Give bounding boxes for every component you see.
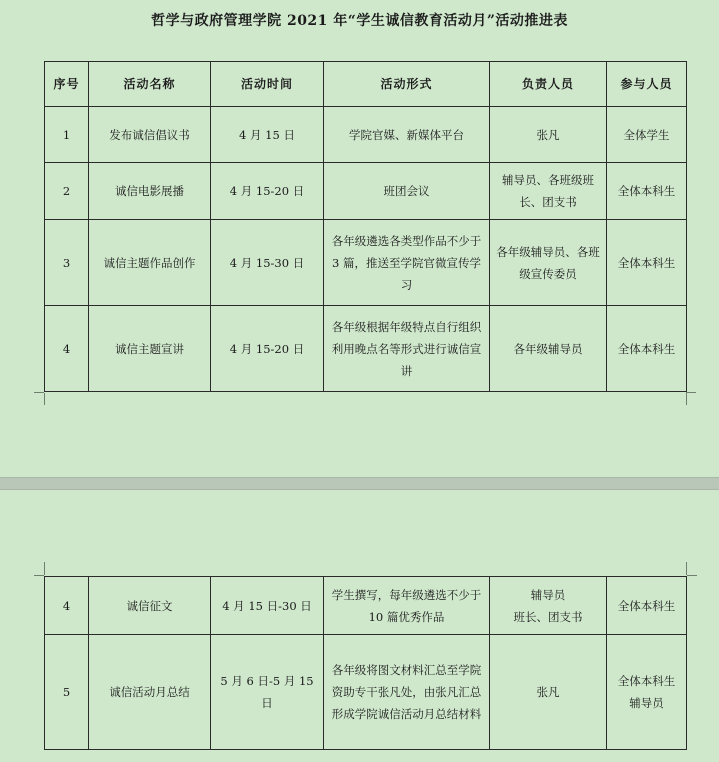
table-row <box>45 107 687 163</box>
header-no: 序号 <box>45 62 89 107</box>
crop-mark <box>686 562 687 575</box>
table-header-row <box>45 62 687 107</box>
cell-name: 诚信征文 <box>89 577 211 635</box>
crop-mark <box>44 393 45 405</box>
cell-lead: 辅导员、各班级班长、团支书 <box>490 163 607 220</box>
crop-mark <box>44 562 45 575</box>
cell-form: 各年级根据年级特点自行组织利用晚点名等形式进行诚信宣讲 <box>324 306 490 392</box>
page-separator <box>0 477 719 490</box>
crop-mark <box>686 392 696 393</box>
cell-name: 诚信主题宣讲 <box>89 306 211 392</box>
header-activity-time: 活动时间 <box>211 62 324 107</box>
table-row <box>45 163 687 220</box>
cell-name: 诚信电影展播 <box>89 163 211 220</box>
cell-participants: 全体学生 <box>607 107 687 163</box>
cell-no: 4 <box>45 577 89 635</box>
cell-time: 4 月 15-20 日 <box>211 163 324 220</box>
table-row <box>45 577 687 635</box>
table-row <box>45 220 687 306</box>
crop-mark <box>686 393 687 405</box>
cell-lead-line: 班长、团支书 <box>513 609 583 624</box>
cell-no: 2 <box>45 163 89 220</box>
cell-participants <box>607 635 687 750</box>
cell-lead <box>490 577 607 635</box>
cell-time: 5 月 6 日-5 月 15 日 <box>211 635 324 750</box>
cell-form: 班团会议 <box>324 163 490 220</box>
cell-form: 学院官媒、新媒体平台 <box>324 107 490 163</box>
header-participants: 参与人员 <box>607 62 687 107</box>
cell-time: 4 月 15 日-30 日 <box>211 577 324 635</box>
cell-name: 发布诚信倡议书 <box>89 107 211 163</box>
cell-participants: 全体本科生 <box>607 220 687 306</box>
cell-lead: 张凡 <box>490 107 607 163</box>
cell-participants-line: 全体本科生 <box>617 598 676 613</box>
cell-lead-line: 张凡 <box>536 685 560 699</box>
cell-participants <box>607 577 687 635</box>
document-title: 哲学与政府管理学院 2021 年“学生诚信教育活动月”活动推进表 <box>151 13 568 29</box>
table-row <box>45 635 687 750</box>
cell-time: 4 月 15 日 <box>211 107 324 163</box>
cell-lead: 各年级辅导员、各班级宣传委员 <box>490 220 607 306</box>
cell-lead-line: 辅导员 <box>530 587 566 602</box>
cell-time: 4 月 15-20 日 <box>211 306 324 392</box>
cell-participants-line: 全体本科生 <box>617 674 676 688</box>
activity-table-page-2 <box>44 576 687 750</box>
activity-table-page-1 <box>44 61 687 392</box>
table-row <box>45 306 687 392</box>
cell-no: 5 <box>45 635 89 750</box>
cell-participants-line: 辅导员 <box>629 696 664 710</box>
cell-lead: 各年级辅导员 <box>490 306 607 392</box>
crop-mark <box>687 575 697 576</box>
cell-participants: 全体本科生 <box>607 306 687 392</box>
cell-participants: 全体本科生 <box>607 163 687 220</box>
cell-no: 3 <box>45 220 89 306</box>
cell-name: 诚信活动月总结 <box>89 635 211 750</box>
cell-form: 学生撰写，每年级遴选不少于 10 篇优秀作品 <box>324 577 490 635</box>
cell-no: 1 <box>45 107 89 163</box>
crop-mark <box>34 392 44 393</box>
cell-lead <box>490 635 607 750</box>
crop-mark <box>34 575 44 576</box>
header-lead: 负责人员 <box>490 62 607 107</box>
header-activity-name: 活动名称 <box>89 62 211 107</box>
cell-no: 4 <box>45 306 89 392</box>
cell-form: 各年级遴选各类型作品不少于 3 篇，推送至学院官微宣传学习 <box>324 220 490 306</box>
cell-form: 各年级将图文材料汇总至学院资助专干张凡处，由张凡汇总形成学院诚信活动月总结材料 <box>324 635 490 750</box>
cell-name: 诚信主题作品创作 <box>89 220 211 306</box>
header-activity-form: 活动形式 <box>324 62 490 107</box>
cell-time: 4 月 15-30 日 <box>211 220 324 306</box>
